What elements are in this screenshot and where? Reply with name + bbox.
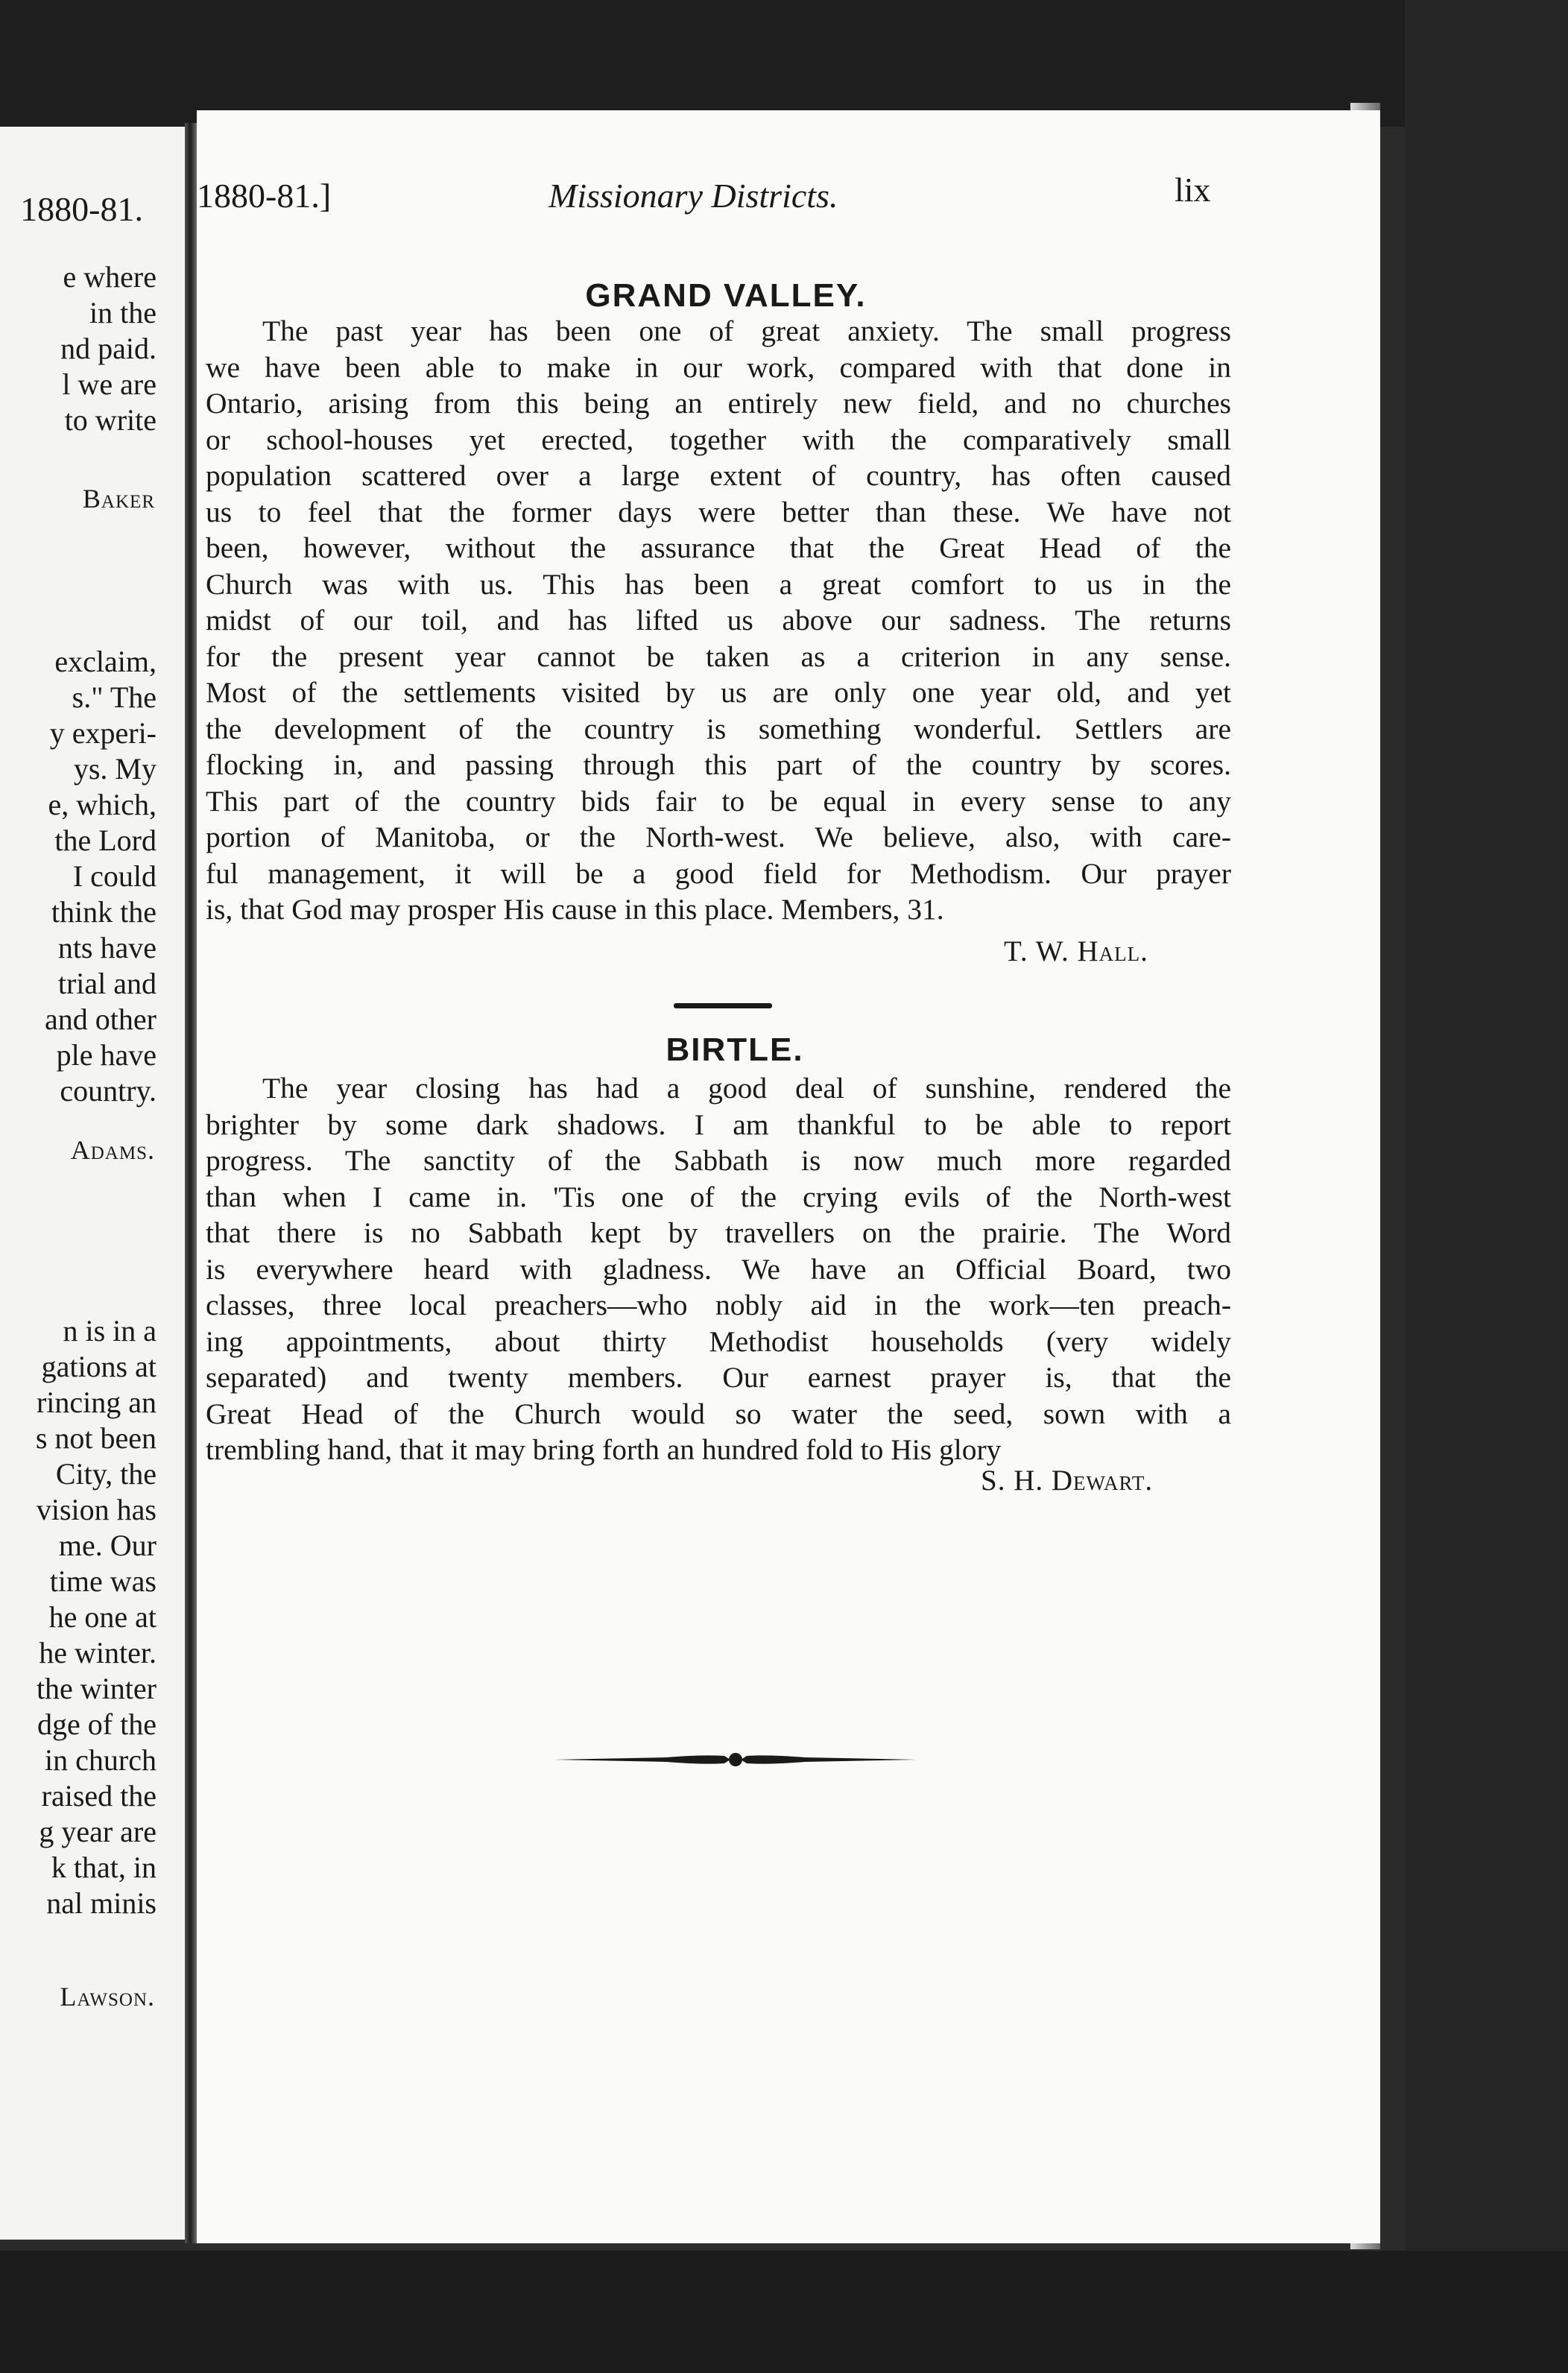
left-page-fragment: e, which, [48,788,157,821]
left-running-head: 1880-81. [20,190,143,228]
text-line: population scattered over a large extent of country, has often caused [206,459,1231,492]
signature-birtle: S. H. Dewart. [981,1464,1154,1497]
left-page-fragment: to write [64,403,157,437]
text-line: The past year has been one of great anxiety. The small progress [262,315,1231,347]
text-line: midst of our toil, and has lifted us above our sadness. The returns [206,604,1231,636]
left-page-fragment: think the [51,895,157,929]
left-page-fragment: ple have [56,1038,157,1072]
left-page-fragment: k that, in [51,1851,157,1884]
text-line: than when I came in. 'Tis one of the crying evils of the North-west [206,1180,1231,1213]
text-line: trembling hand, that it may bring forth an hundred fold to His glory [206,1433,1002,1466]
section-title-birtle: BIRTLE. [666,1031,804,1068]
text-line: that there is no Sabbath kept by travellers on the prairie. The Word [206,1216,1231,1249]
section-body-birtle [206,1070,1231,1468]
text-line: portion of Manitoba, or the North-west. We believe, also, with care- [206,821,1231,853]
left-page-fragment: and other [45,1002,157,1036]
text-line: been, however, without the assurance that the Great Head of the [206,531,1231,564]
left-page-fragment: ys. My [73,752,157,786]
left-page-fragment: in church [45,1743,157,1777]
left-page-fragment: l we are [62,367,157,401]
text-line: brighter by some dark shadows. I am thankful to be able to report [206,1107,1231,1141]
left-page-fragment: gations at [41,1350,157,1383]
text-line: separated) and twenty members. Our earnest prayer is, that the [206,1361,1231,1394]
text-line: we have been able to make in our work, compared with that done in [206,350,1231,384]
page-number: lix [1175,171,1211,209]
left-page-fragment: in the [89,296,157,329]
left-page-fragment: trial and [57,967,157,1000]
left-page-fragment: e where [63,260,157,294]
left-page-fragment: country. [60,1074,157,1107]
left-page-fragment: nts have [57,931,157,964]
left-page-fragment: vision has [36,1493,157,1526]
left-page-fragment: he one at [48,1600,157,1634]
scan-background-top [0,0,1568,127]
running-head-year: 1880-81.] [197,177,332,215]
left-page-fragment: exclaim, [54,645,157,678]
text-line: progress. The sanctity of the Sabbath is now much more regarded [206,1144,1231,1177]
left-page-fragment: I could [72,859,157,893]
tailpiece-ornament [554,1748,917,1771]
text-line: classes, three local preachers—who nobly aid in the work—ten preach- [206,1289,1231,1321]
text-line: or school-houses yet erected, together with the comparatively small [206,423,1231,456]
left-signature: Adams. [70,1135,155,1165]
text-line: The year closing has had a good deal of sunshine, rendered the [262,1072,1231,1105]
left-page-fragment: he winter. [39,1636,157,1669]
left-facing-page [0,127,185,2240]
left-page-fragment: s not been [35,1421,157,1455]
text-line: Great Head of the Church would so water the seed, sown with a [206,1397,1231,1430]
running-head [197,171,1225,221]
left-page-fragment: nal minis [46,1886,157,1920]
left-page-fragment: n is in a [63,1314,157,1347]
book-page [197,110,1380,2243]
text-line: ful management, it will be a good field for Methodism. Our prayer [206,856,1231,890]
text-line: flocking in, and passing through this part of the country by scores. [206,748,1231,781]
left-page-fragment: the Lord [54,824,157,857]
scan-background-bottom [0,2251,1568,2373]
section-title-grand-valley: GRAND VALLEY. [585,277,867,314]
left-page-fragment: rincing an [36,1385,157,1419]
text-line: the development of the country is something wonderful. Settlers are [206,712,1231,745]
text-line: ing appointments, about thirty Methodist households (very widely [206,1324,1231,1358]
left-page-fragment: dge of the [37,1707,157,1741]
text-line: is, that God may prosper His cause in this place. Members, 31. [206,893,944,926]
left-page-fragment: g year are [39,1815,157,1848]
text-line: us to feel that the former days were better than these. We have not [206,495,1231,528]
left-page-fragment: City, the [55,1457,157,1491]
left-page-fragment: me. Our [58,1529,157,1562]
running-head-title: Missionary Districts. [549,177,838,215]
left-page-fragment: nd paid. [60,332,157,365]
text-line: Ontario, arising from this being an entirely new field, and no churches [206,387,1231,420]
left-page-fragment: raised the [41,1779,157,1813]
section-body-grand-valley [206,313,1231,928]
scan-background-right [1405,0,1568,2373]
left-page-fragment: s." The [72,680,157,714]
text-line: This part of the country bids fair to be equal in every sense to any [206,784,1231,818]
text-line: Church was with us. This has been a great comfort to us in the [206,567,1231,601]
left-page-fragment: the winter [36,1672,157,1705]
left-signature: Lawson. [60,1982,155,2012]
signature-grand-valley: T. W. Hall. [1004,935,1148,967]
text-line: is everywhere heard with gladness. We have an Official Board, two [206,1252,1231,1286]
book-gutter [185,123,197,2243]
left-signature: Baker [82,484,155,514]
left-page-fragment: time was [49,1564,157,1598]
text-line: Most of the settlements visited by us are only one year old, and yet [206,676,1231,709]
left-page-fragment: y experi- [49,716,157,750]
section-rule [674,1003,772,1008]
text-line: for the present year cannot be taken as a criterion in any sense. [206,639,1231,673]
